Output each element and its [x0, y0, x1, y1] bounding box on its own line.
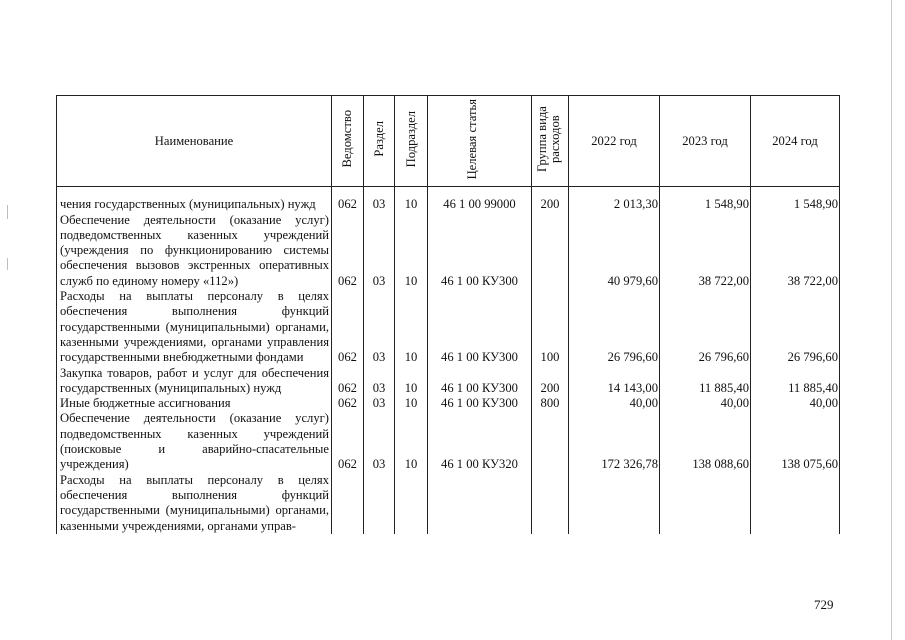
table-row — [57, 289, 840, 365]
row-2024: 40,00 — [751, 396, 840, 411]
row-2022: 172 326,78 — [569, 411, 660, 472]
page-edge — [891, 0, 892, 640]
header-2023: 2023 год — [660, 96, 751, 187]
row-dept: 062 — [332, 213, 364, 289]
header-section: Раздел — [364, 96, 395, 187]
table-row — [57, 187, 840, 198]
table-row — [57, 473, 840, 534]
row-group — [532, 213, 569, 289]
row-article: 46 1 00 КУ300 — [428, 289, 532, 365]
row-subsection: 10 — [395, 396, 428, 411]
header-subsection: Подраздел — [395, 96, 428, 187]
scan-mark — [7, 205, 8, 219]
row-dept: 062 — [332, 411, 364, 472]
row-2023: 1 548,90 — [660, 197, 751, 212]
row-name: Иные бюджетные ассигнования — [57, 396, 332, 411]
row-article: 46 1 00 КУ300 — [428, 213, 532, 289]
table-header-row — [57, 96, 840, 187]
table-row — [57, 197, 840, 212]
row-article: 46 1 00 КУ320 — [428, 411, 532, 472]
row-2022: 26 796,60 — [569, 289, 660, 365]
row-2024: 1 548,90 — [751, 197, 840, 212]
row-2022: 2 013,30 — [569, 197, 660, 212]
header-expense-group: Группа вида расходов — [532, 96, 569, 187]
row-subsection: 10 — [395, 366, 428, 397]
row-2024: 11 885,40 — [751, 366, 840, 397]
row-section: 03 — [364, 289, 395, 365]
row-section: 03 — [364, 197, 395, 212]
row-2023 — [660, 473, 751, 534]
row-name: Расходы на выплаты персоналу в целях обеспечения выполнения функций государственными (муниципальными) органами, казенными учреждениями, органами управ- — [57, 473, 332, 534]
row-name: Обеспечение деятельности (оказание услуг) подведомственных казенных учреждений (учреждения по функционированию системы обеспечения вызовов экстренных оперативных служб по единому номеру «112») — [57, 213, 332, 289]
header-2024: 2024 год — [751, 96, 840, 187]
row-dept: 062 — [332, 197, 364, 212]
row-name: Расходы на выплаты персоналу в целях обеспечения выполнения функций государственными (муниципальными) органами, казенными учреждениями, органами управления государственными внебюджетными фондами — [57, 289, 332, 365]
row-subsection: 10 — [395, 289, 428, 365]
row-group: 200 — [532, 197, 569, 212]
row-group — [532, 411, 569, 472]
page-number: 729 — [814, 597, 834, 612]
table-row — [57, 411, 840, 472]
row-group — [532, 473, 569, 534]
header-article: Целевая статья — [428, 96, 532, 187]
row-article: 46 1 00 99000 — [428, 197, 532, 212]
row-subsection: 10 — [395, 411, 428, 472]
row-section — [364, 473, 395, 534]
row-subsection: 10 — [395, 213, 428, 289]
row-dept: 062 — [332, 366, 364, 397]
row-article: 46 1 00 КУ300 — [428, 366, 532, 397]
row-dept: 062 — [332, 396, 364, 411]
row-name: чения государственных (муниципальных) нужд — [57, 197, 332, 212]
row-group: 200 — [532, 366, 569, 397]
row-name: Обеспечение деятельности (оказание услуг) подведомственных казенных учреждений (поисковые и аварийно-спасательные учреждения) — [57, 411, 332, 472]
row-2022: 40,00 — [569, 396, 660, 411]
row-2024 — [751, 473, 840, 534]
header-name: Наименование — [57, 96, 332, 187]
row-article — [428, 473, 532, 534]
row-2024: 26 796,60 — [751, 289, 840, 365]
table-row — [57, 213, 840, 289]
row-article: 46 1 00 КУ300 — [428, 396, 532, 411]
row-group: 100 — [532, 289, 569, 365]
row-section: 03 — [364, 411, 395, 472]
row-dept: 062 — [332, 289, 364, 365]
budget-table — [56, 95, 840, 534]
table-row — [57, 366, 840, 397]
row-name: Закупка товаров, работ и услуг для обеспечения государственных (муниципальных) нужд — [57, 366, 332, 397]
row-2023: 26 796,60 — [660, 289, 751, 365]
header-dept: Ведомство — [332, 96, 364, 187]
row-subsection — [395, 473, 428, 534]
row-group: 800 — [532, 396, 569, 411]
row-section: 03 — [364, 213, 395, 289]
row-2023: 11 885,40 — [660, 366, 751, 397]
row-2022 — [569, 473, 660, 534]
row-2022: 40 979,60 — [569, 213, 660, 289]
table-row — [57, 396, 840, 411]
header-2022: 2022 год — [569, 96, 660, 187]
row-subsection: 10 — [395, 197, 428, 212]
row-2024: 138 075,60 — [751, 411, 840, 472]
row-2023: 40,00 — [660, 396, 751, 411]
row-2023: 38 722,00 — [660, 213, 751, 289]
row-section: 03 — [364, 366, 395, 397]
scan-mark — [7, 258, 8, 270]
row-dept — [332, 473, 364, 534]
row-section: 03 — [364, 396, 395, 411]
row-2024: 38 722,00 — [751, 213, 840, 289]
row-2023: 138 088,60 — [660, 411, 751, 472]
row-2022: 14 143,00 — [569, 366, 660, 397]
